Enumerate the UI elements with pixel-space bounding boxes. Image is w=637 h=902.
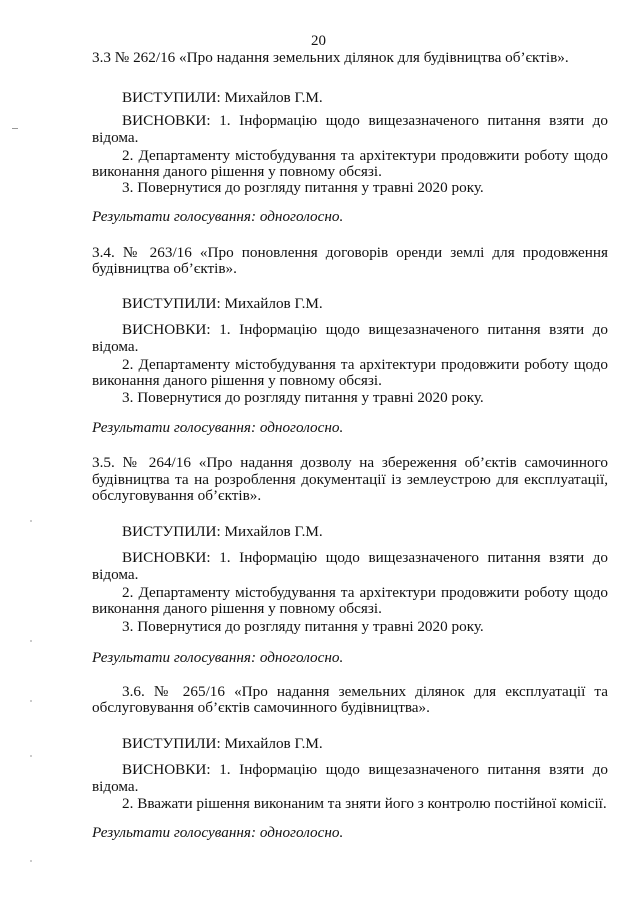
item2-3-4-line1: 2. Департаменту містобудування та архітектури продовжити роботу щодо: [122, 356, 608, 373]
scan-artifact: [30, 700, 32, 702]
spoke-3-4: ВИСТУПИЛИ: Михайлов Г.М.: [122, 295, 323, 312]
conclusions-3-4-line1: ВИСНОВКИ: 1. Інформацію щодо вищезазначеного питання взяти до: [122, 321, 608, 338]
item3-3-5: 3. Повернутися до розгляду питання у травні 2020 року.: [122, 618, 484, 635]
conclusions-3-5-line1: ВИСНОВКИ: 1. Інформацію щодо вищезазначеного питання взяти до: [122, 549, 608, 566]
scan-artifact: [30, 755, 32, 757]
vote-result-3-3: Результати голосування: одноголосно.: [92, 208, 344, 225]
scan-artifact: [30, 520, 32, 522]
item-title-3-4-line1: 3.4. № 263/16 «Про поновлення договорів оренди землі для продовження: [92, 244, 608, 261]
spoke-3-5: ВИСТУПИЛИ: Михайлов Г.М.: [122, 523, 323, 540]
spoke-3-6: ВИСТУПИЛИ: Михайлов Г.М.: [122, 735, 323, 752]
item2-3-6: 2. Вважати рішення виконаним та зняти його з контролю постійної комісії.: [122, 795, 607, 812]
item-title-3-4-line2: будівництва об’єктів».: [92, 260, 237, 277]
item2-3-3-line1: 2. Департаменту містобудування та архітектури продовжити роботу щодо: [122, 147, 608, 164]
page-number: 20: [311, 33, 326, 49]
item3-3-4: 3. Повернутися до розгляду питання у травні 2020 року.: [122, 389, 484, 406]
item3-3-3: 3. Повернутися до розгляду питання у травні 2020 року.: [122, 179, 484, 196]
item-title-3-3: 3.3 № 262/16 «Про надання земельних ділянок для будівництва об’єктів».: [92, 49, 569, 66]
scan-artifact: [12, 128, 18, 129]
item-title-3-6-line1: 3.6. № 265/16 «Про надання земельних ділянок для експлуатації та: [122, 683, 608, 700]
item2-3-5-line2: виконання даного рішення у повному обсязі.: [92, 600, 382, 617]
item2-3-3-line2: виконання даного рішення у повному обсязі.: [92, 163, 382, 180]
item2-3-4-line2: виконання даного рішення у повному обсязі.: [92, 372, 382, 389]
conclusions-3-5-line2: відома.: [92, 566, 139, 583]
vote-result-3-4: Результати голосування: одноголосно.: [92, 419, 344, 436]
item2-3-5-line1: 2. Департаменту містобудування та архітектури продовжити роботу щодо: [122, 584, 608, 601]
scan-artifact: [30, 860, 32, 862]
spoke-3-3: ВИСТУПИЛИ: Михайлов Г.М.: [122, 89, 323, 106]
item-title-3-5-line1: 3.5. № 264/16 «Про надання дозволу на збереження об’єктів самочинного: [92, 454, 608, 471]
vote-result-3-5: Результати голосування: одноголосно.: [92, 649, 344, 666]
conclusions-3-4-line2: відома.: [92, 338, 139, 355]
item-title-3-5-line3: обслуговування об’єктів».: [92, 487, 262, 504]
item-title-3-6-line2: обслуговування об’єктів самочинного будівництва».: [92, 699, 430, 716]
vote-result-3-6: Результати голосування: одноголосно.: [92, 824, 344, 841]
item-title-3-5-line2: будівництва та на розроблення документації із землеустрою для експлуатації,: [92, 471, 608, 488]
conclusions-3-3-line2: відома.: [92, 129, 139, 146]
scan-artifact: [30, 640, 32, 642]
conclusions-3-3-line1: ВИСНОВКИ: 1. Інформацію щодо вищезазначеного питання взяти до: [122, 112, 608, 129]
conclusions-3-6-line2: відома.: [92, 778, 139, 795]
conclusions-3-6-line1: ВИСНОВКИ: 1. Інформацію щодо вищезазначеного питання взяти до: [122, 761, 608, 778]
